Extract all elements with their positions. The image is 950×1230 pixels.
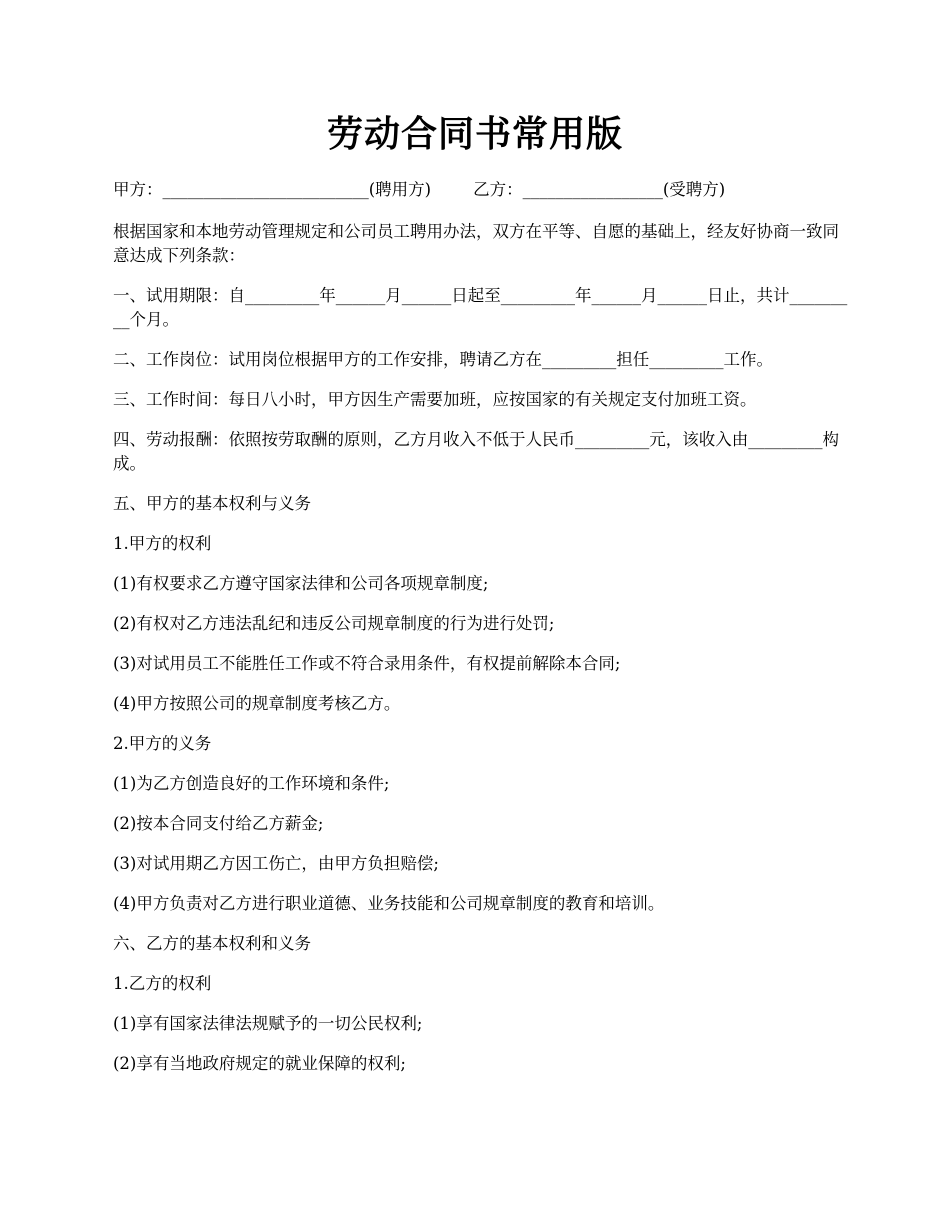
list-item: (4)甲方负责对乙方进行职业道德、业务技能和公司规章制度的教育和培训。 [113,894,665,913]
section-party-a-rights-obligations: 五、甲方的基本权利与义务 [113,494,311,513]
party-line: 甲方：_________________________(聘用方) 乙方：_________________(受聘方) [113,180,726,199]
list-item: (1)有权要求乙方遵守国家法律和公司各项规章制度; [113,574,489,593]
clause-working-hours: 三、工作时间：每日八小时，甲方因生产需要加班，应按国家的有关规定支付加班工资。 [113,390,757,409]
list-item: (2)享有当地政府规定的就业保障的权利; [113,1054,406,1073]
document-body [113,178,853,1092]
list-item: (2)按本合同支付给乙方薪金; [113,814,324,833]
clause-job-position: 二、工作岗位：试用岗位根据甲方的工作安排，聘请乙方在_________担任_________工作。 [113,350,773,369]
clause-probation-period: 一、试用期限：自_________年______月______日起至_________年______月______日止，共计_________个月。 [113,286,848,329]
subsection-party-a-obligations: 2.甲方的义务 [113,734,212,753]
list-item: (3)对试用员工不能胜任工作或不符合录用条件，有权提前解除本合同; [113,654,621,673]
section-party-b-rights-obligations: 六、乙方的基本权利和义务 [113,934,311,953]
list-item: (1)享有国家法律法规赋予的一切公民权利; [113,1014,423,1033]
document-title: 劳动合同书常用版 [326,113,623,155]
clause-remuneration: 四、劳动报酬：依照按劳取酬的原则，乙方月收入不低于人民币_________元，该收入由_________构成。 [113,430,839,473]
list-item: (1)为乙方创造良好的工作环境和条件; [113,774,390,793]
subsection-party-b-rights: 1.乙方的权利 [113,974,212,993]
list-item: (4)甲方按照公司的规章制度考核乙方。 [113,694,401,713]
list-item: (2)有权对乙方违法乱纪和违反公司规章制度的行为进行处罚; [113,614,555,633]
subsection-party-a-rights: 1.甲方的权利 [113,534,212,553]
list-item: (3)对试用期乙方因工伤亡，由甲方负担赔偿; [113,854,439,873]
paragraph-preamble: 根据国家和本地劳动管理规定和公司员工聘用办法，双方在平等、自愿的基础上，经友好协商一致同意达成下列条款： [113,222,839,265]
